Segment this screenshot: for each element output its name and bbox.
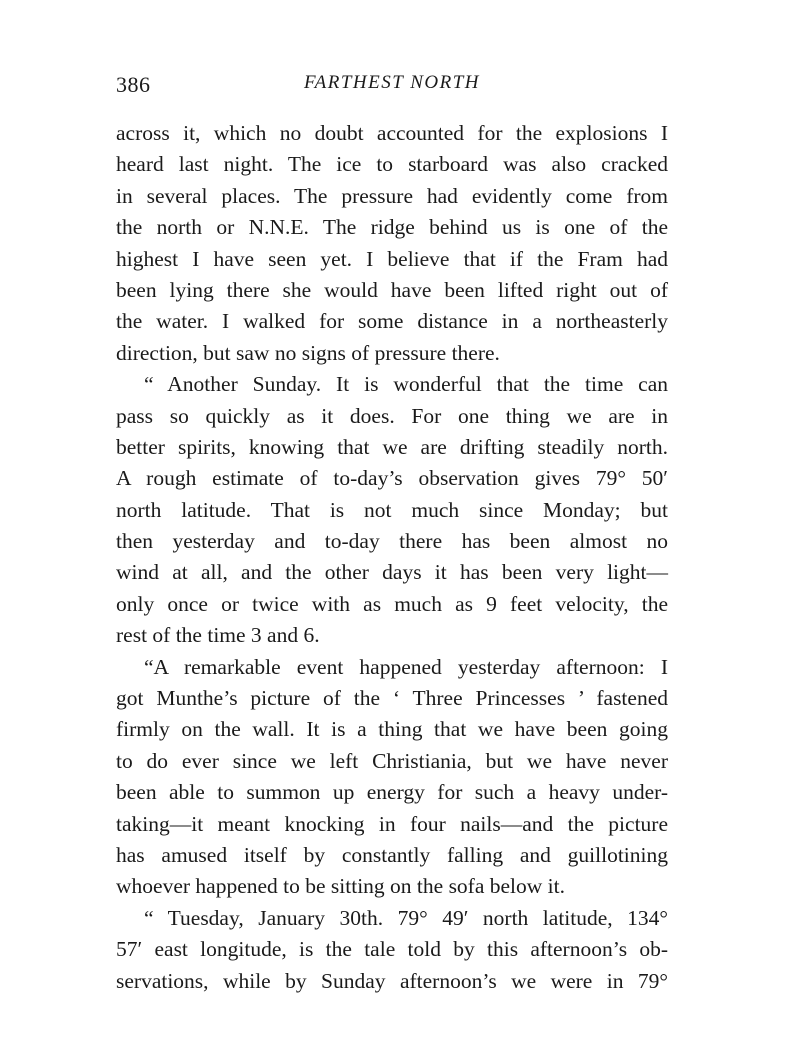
text-line: been lying there she would have been lifted right out of <box>116 277 668 302</box>
body-text <box>116 118 668 997</box>
text-line: direction, but saw no signs of pressure there. <box>116 340 500 365</box>
text-line: pass so quickly as it does. For one thing we are in <box>116 403 668 428</box>
text-line: the north or N.N.E. The ridge behind us is one of the <box>116 215 668 240</box>
text-line: then yesterday and to-day there has been almost no <box>116 529 668 554</box>
text-line: taking—it meant knocking in four nails—and the picture <box>116 811 668 836</box>
text-line: rest of the time 3 and 6. <box>116 623 320 648</box>
text-line: highest I have seen yet. I believe that if the Fram had <box>116 246 668 271</box>
text-line: “ Tuesday, January 30th. 79° 49′ north latitude, 134° <box>144 905 668 930</box>
text-line: been able to summon up energy for such a heavy under- <box>116 780 668 805</box>
text-line: wind at all, and the other days it has been very light— <box>116 560 668 585</box>
text-line: servations, while by Sunday afternoon’s we were in 79° <box>116 968 668 993</box>
running-head <box>116 72 668 102</box>
text-line: heard last night. The ice to starboard was also cracked <box>116 152 668 177</box>
text-line: better spirits, knowing that we are drifting steadily north. <box>116 434 668 459</box>
text-line: in several places. The pressure had evidently come from <box>116 183 668 208</box>
text-line: across it, which no doubt accounted for the explosions I <box>116 121 668 145</box>
text-line: the water. I walked for some distance in a northeasterly <box>116 309 668 334</box>
text-line: got Munthe’s picture of the ‘ Three Princesses ’ fastened <box>116 686 668 711</box>
text-line: whoever happened to be sitting on the sofa below it. <box>116 874 566 899</box>
text-line: to do ever since we left Christiania, but we have never <box>116 748 668 773</box>
text-line: only once or twice with as much as 9 feet velocity, the <box>116 591 668 616</box>
text-line: “A remarkable event happened yesterday afternoon: I <box>144 654 668 679</box>
text-line: has amused itself by constantly falling and guillotining <box>116 842 668 867</box>
text-line: firmly on the wall. It is a thing that we have been going <box>116 717 668 742</box>
text-line: A rough estimate of to-day’s observation gives 79° 50′ <box>116 466 668 491</box>
running-title: FARTHEST NORTH <box>303 72 481 93</box>
text-line: “ Another Sunday. It is wonderful that the time can <box>144 372 668 397</box>
text-line: 57′ east longitude, is the tale told by this afternoon’s ob- <box>116 937 668 962</box>
text-line: north latitude. That is not much since Monday; but <box>116 497 668 522</box>
page-number: 386 <box>116 72 151 97</box>
